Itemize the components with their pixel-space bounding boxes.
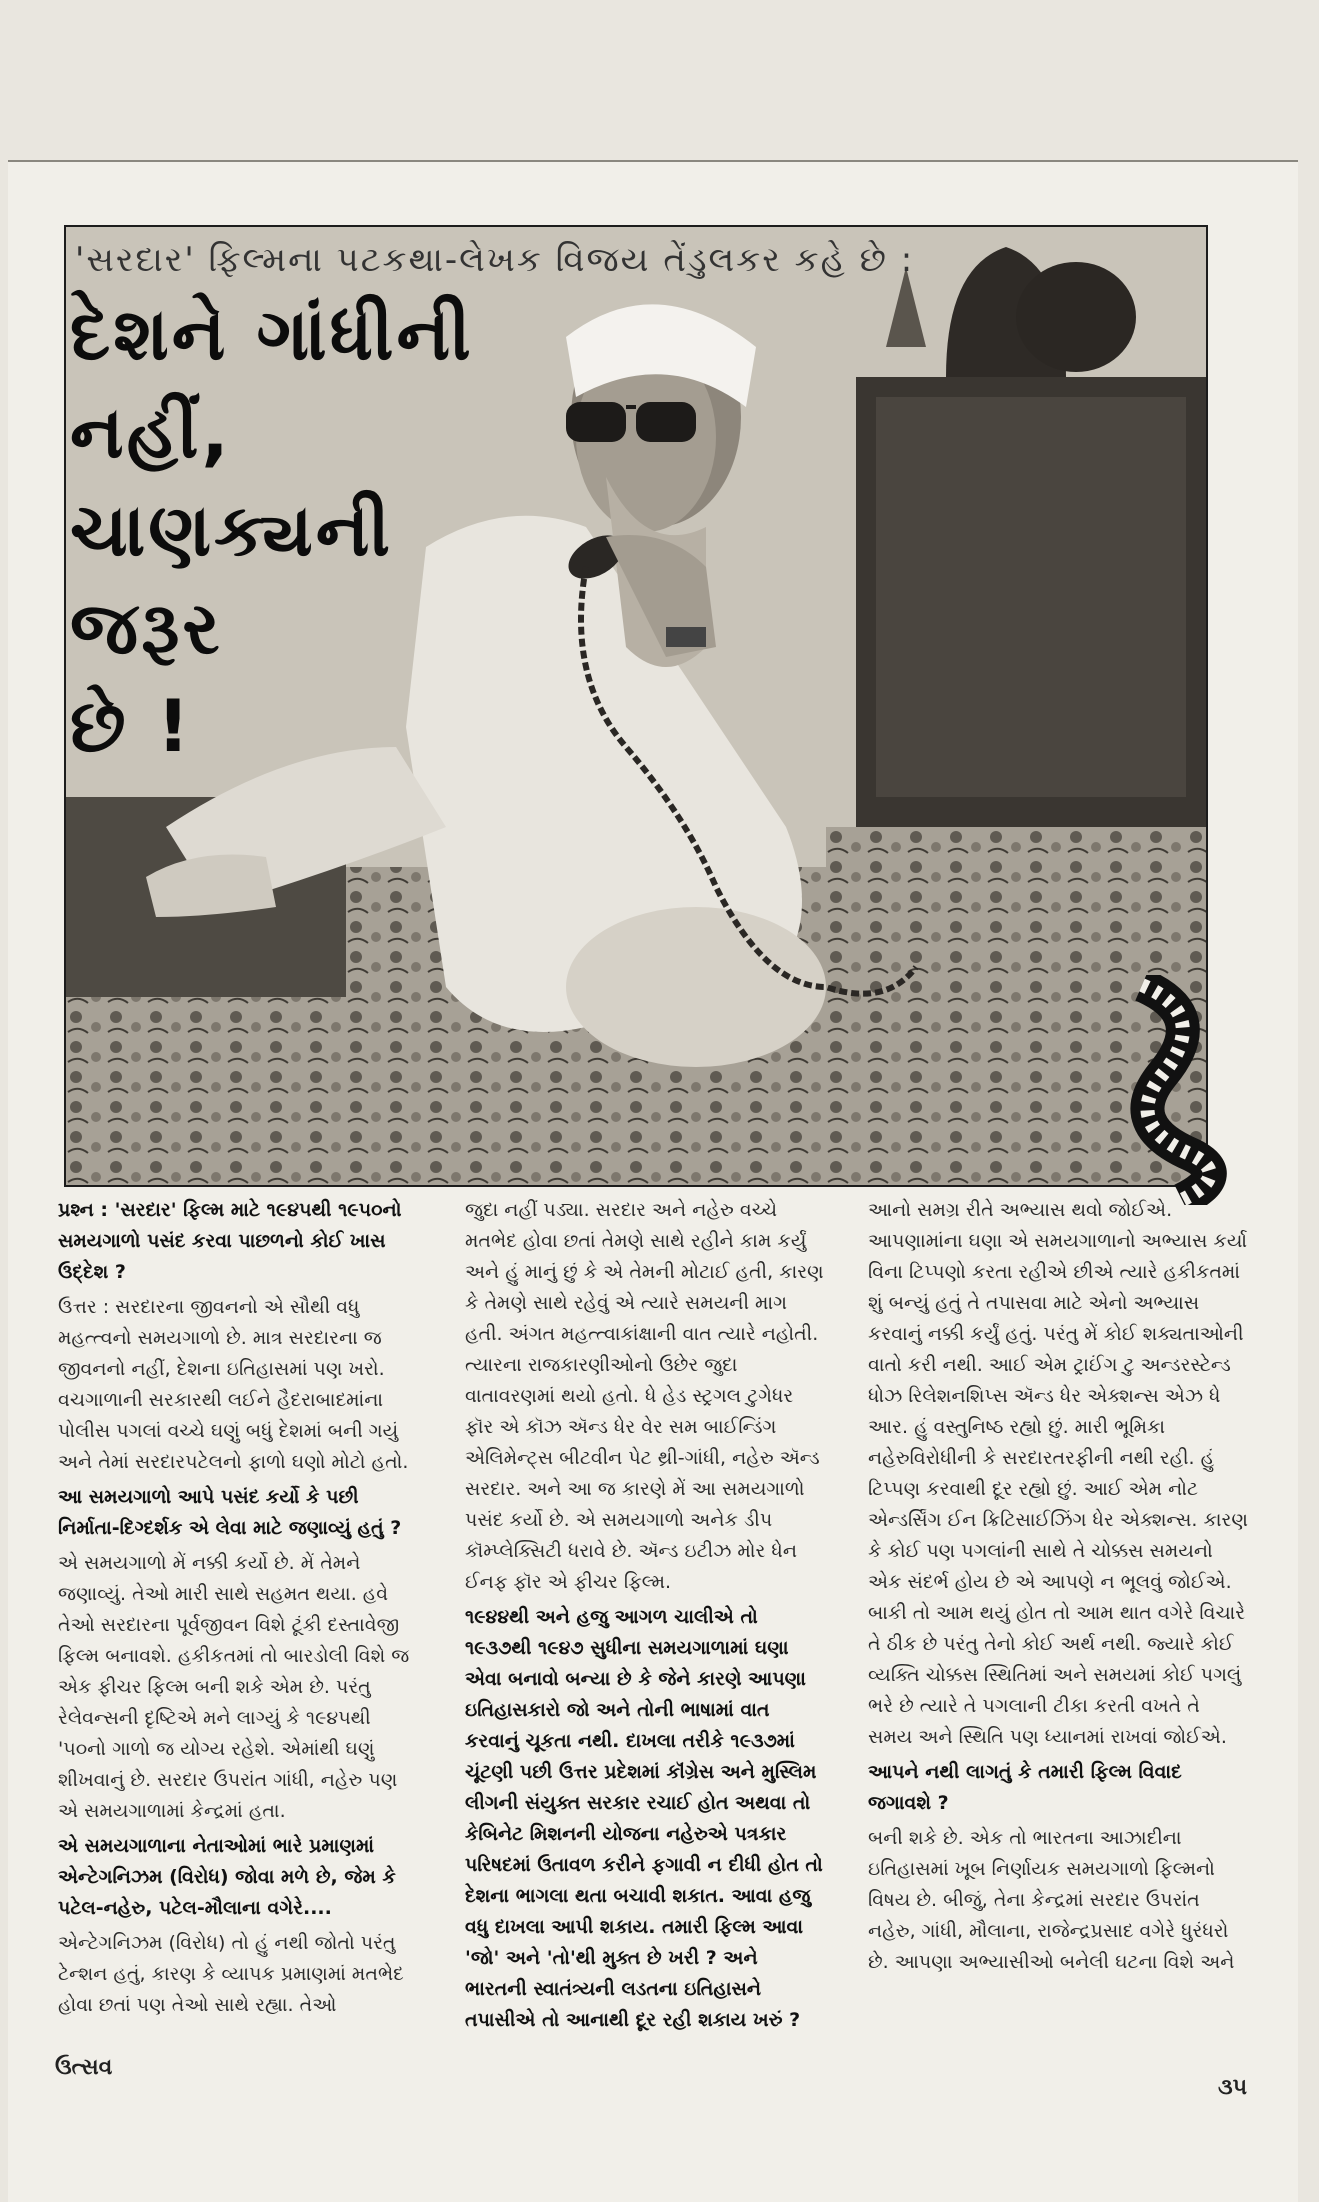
- interview-question: ૧૯૪૪થી અને હજુ આગળ ચાલીએ તો ૧૯૩૭થી ૧૯૪૭ સુધીના સમયગાળામાં ઘણા એવા બનાવો બન્યા છે કે જેને કારણે આપણા ઇતિહાસકારો જો અને તોની ભાષામાં વાત કરવાનું ચૂકતા નથી. દાખલા તરીકે ૧૯૩૭માં ચૂંટણી પછી ઉત્તર પ્રદેશમાં કૉંગ્રેસ અને મુસ્લિમ લીગની સંયુક્ત સરકાર રચાઈ હોત અથવા તો કેબિનેટ મિશનની યોજના નહેરુએ પત્રકાર પરિષદમાં ઉતાવળ કરીને ફગાવી ન દીધી હોત તો દેશના ભાગલા થતા બચાવી શકાત. આવા હજુ વધુ દાખલા આપી શકાય. તમારી ફિલ્મ આવા 'જો' અને 'તો'થી મુક્ત છે ખરી ? અને ભારતની સ્વાતંત્ર્યની લડતના ઇતિહાસને તપાસીએ તો આનાથી દૂર રહી શકાય ખરું ?: [465, 1606, 823, 2031]
- article-column-2: [465, 1195, 825, 2040]
- filmstrip-icon: [1122, 975, 1252, 1205]
- headline-line: દેશને ગાંધીની: [70, 292, 474, 376]
- article-headline: [70, 285, 520, 775]
- interview-question: આ સમયગાળો આપે પસંદ કર્યો કે પછી નિર્માતા-દિગ્દર્શક એ લેવા માટે જણાવ્યું હતું ?: [58, 1486, 402, 1539]
- interview-question: આપને નથી લાગતું કે તમારી ફિલ્મ વિવાદ જગાવશે ?: [868, 1761, 1182, 1814]
- interview-question: એ સમયગાળાના નેતાઓમાં ભારે પ્રમાણમાં એન્ટેગનિઝમ (વિરોધ) જોવા મળે છે, જેમ કે પટેલ-નહેરુ, પટેલ-મૌલાના વગેરે....: [58, 1835, 396, 1919]
- headline-line: ચાણક્યની: [70, 488, 393, 572]
- interview-answer: બની શકે છે. એક તો ભારતના આઝાદીના ઇતિહાસમાં ખૂબ નિર્ણાયક સમયગાળો ફિલ્મનો વિષય છે. બીજું, તેના કેન્દ્રમાં સરદાર ઉપરાંત નહેરુ, ગાંધી, મૌલાના, રાજેન્દ્રપ્રસાદ વગેરે ધુરંધરો છે. આપણા અભ્યાસીઓ બનેલી ઘટના વિશે અને: [868, 1827, 1235, 1973]
- article-column-1: [58, 1195, 418, 2025]
- interview-question: પ્રશ્ન : 'સરદાર' ફિલ્મ માટે ૧૯૪૫થી ૧૯૫૦નો સમયગાળો પસંદ કરવા પાછળનો કોઈ ખાસ ઉદ્દેશ ?: [58, 1199, 402, 1283]
- interview-answer: ઉત્તર : સરદારના જીવનનો એ સૌથી વધુ મહત્ત્વનો સમયગાળો છે. માત્ર સરદારના જ જીવનનો નહીં, દેશના ઇતિહાસમાં પણ ખરો. વચગાળાની સરકારથી લઈને હૈદરાબાદમાંના પોલીસ પગલાં વચ્ચે ઘણું બધું દેશમાં બની ગયું અને તેમાં સરદારપટેલનો ફાળો ઘણો મોટો હતો.: [58, 1296, 409, 1473]
- interview-answer: એન્ટેગનિઝમ (વિરોધ) તો હું નથી જોતો પરંતુ ટેન્શન હતું, કારણ કે વ્યાપક પ્રમાણમાં મતભેદ હોવા છતાં પણ તેઓ સાથે રહ્યા. તેઓ: [58, 1932, 404, 2016]
- article-column-3: [868, 1195, 1248, 1982]
- interview-answer: જુદા નહીં પડ્યા. સરદાર અને નહેરુ વચ્ચે મતભેદ હોવા છતાં તેમણે સાથે રહીને કામ કર્યું અને હું માનું છું કે એ તેમની મોટાઈ હતી, કારણ કે તેમણે સાથે રહેવું એ ત્યારે સમયની માગ હતી. અંગત મહત્ત્વાકાંક્ષાની વાત ત્યારે નહોતી. ત્યારના રાજકારણીઓનો ઉછેર જુદા વાતાવરણમાં થયો હતો. ધે હેડ સ્ટ્રગલ ટુગેધર ફૉર એ કૉઝ ઍન્ડ ધેર વેર સમ બાઈન્ડિંગ એલિમેન્ટ્સ બીટવીન પેટ થ્રી-ગાંધી, નહેરુ ઍન્ડ સરદાર. અને આ જ કારણે મેં આ સમયગાળો પસંદ કર્યો છે. એ સમયગાળો અનેક ડીપ કૉમ્પ્લેક્સિટી ધરાવે છે. ઍન્ડ ઇટીઝ મોર ધેન ઈનફ ફૉર એ ફીચર ફિલ્મ.: [465, 1199, 824, 1593]
- headline-line: છે !: [70, 684, 193, 768]
- headline-line: જરૂર: [70, 586, 223, 670]
- headline-line: નહીં,: [70, 390, 232, 474]
- interview-answer: એ સમયગાળો મેં નક્કી કર્યો છે. મેં તેમને જણાવ્યું. તેઓ મારી સાથે સહમત થયા. હવે તેઓ સરદારના પૂર્વજીવન વિશે ટૂંકી દસ્તાવેજી ફિલ્મ બનાવશે. હકીકતમાં તો બારડોલી વિશે જ એક ફીચર ફિલ્મ બની શકે એમ છે. પરંતુ રેલેવન્સની દૃષ્ટિએ મને લાગ્યું કે ૧૯૪૫થી '૫૦નો ગાળો જ યોગ્ય રહેશે. એમાંથી ઘણું શીખવાનું છે. સરદાર ઉપરાંત ગાંધી, નહેરુ પણ એ સમયગાળામાં કેન્દ્રમાં હતા.: [58, 1552, 410, 1822]
- interview-answer: આનો સમગ્ર રીતે અભ્યાસ થવો જોઈએ. આપણામાંના ઘણા એ સમયગાળાનો અભ્યાસ કર્યા વિના ટિપ્પણો કરતા રહીએ છીએ ત્યારે હકીકતમાં શું બન્યું હતું તે તપાસવા માટે એનો અભ્યાસ કરવાનું નક્કી કર્યું હતું. પરંતુ મેં કોઈ શક્યતાઓની વાતો કરી નથી. આઈ એમ ટ્રાઈંગ ટુ અન્ડરસ્ટેન્ડ ધોઝ રિલેશનશિપ્સ ઍન્ડ ધેર એક્શન્સ એઝ ધે આર. હું વસ્તુનિષ્ઠ રહ્યો છું. મારી ભૂમિકા નહેરુવિરોધીની કે સરદારતરફીની નથી રહી. હું ટિપ્પણ કરવાથી દૂર રહ્યો છું. આઈ એમ નોટ એન્ડર્સિંગ ઈન ક્રિટિસાઈઝિંગ ધેર એક્શન્સ. કારણ કે કોઈ પણ પગલાંની સાથે તે ચોક્કસ સમયનો એક સંદર્ભ હોય છે એ આપણે ન ભૂલવું જોઈએ. બાકી તો આમ થયું હોત તો આમ થાત વગેરે વિચારે તે ઠીક છે પરંતુ તેનો કોઈ અર્થ નથી. જ્યારે કોઈ વ્યક્તિ ચોક્કસ સ્થિતિમાં અને સમયમાં કોઈ પગલું ભરે છે ત્યારે તે પગલાની ટીકા કરતી વખતે તે સમય અને સ્થિતિ પણ ધ્યાનમાં રાખવાં જોઈએ.: [868, 1199, 1248, 1748]
- publication-name: ઉત્સવ: [55, 2055, 113, 2080]
- article-kicker: 'સરદાર' ફિલ્મના પટકથા-લેખક વિજય તેંડુલકર કહે છે :: [75, 240, 915, 280]
- page-number: ૩૫: [1218, 2075, 1248, 2100]
